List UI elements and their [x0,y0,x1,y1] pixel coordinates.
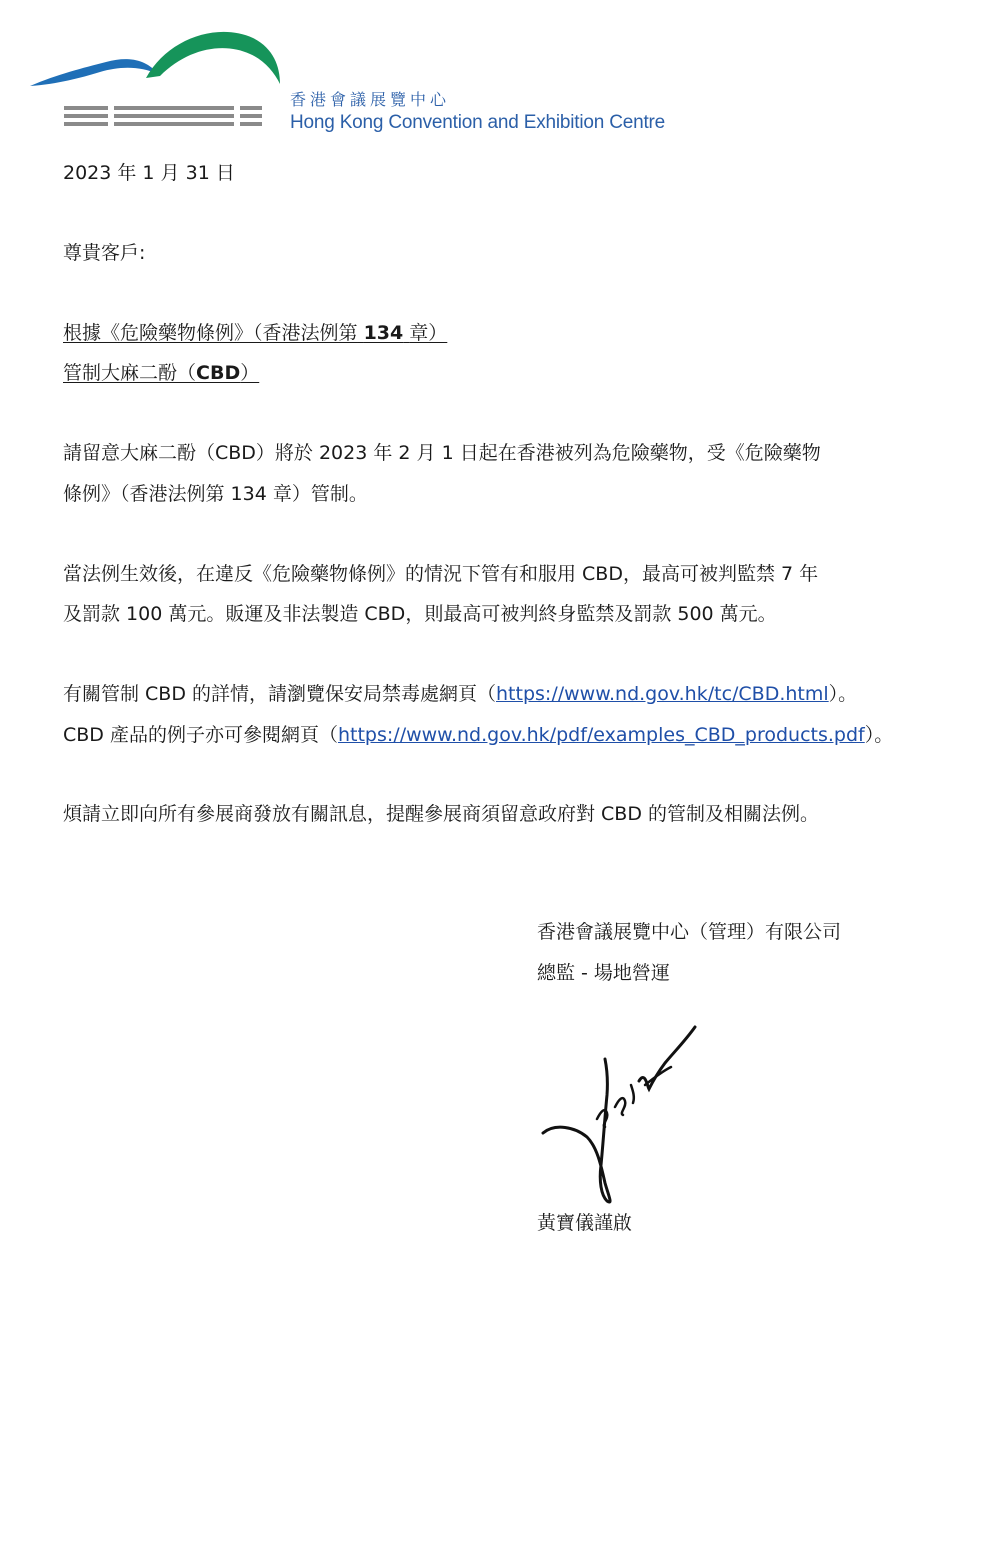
logo-green-arch [146,32,280,84]
cbd-products-examples-link[interactable]: https://www.nd.gov.hk/pdf/examples_CBD_products.pdf [337,724,865,746]
paragraph-text: ）。 [828,683,858,705]
logo-name-en: Hong Kong Convention and Exhibition Centre [290,112,666,133]
heading-text: 章） [409,322,448,344]
paragraph-2-line-1: 當法例生效後，在違反《危險藥物條例》的情況下管有和服用 CBD，最高可被判監禁 7 年 [63,563,819,585]
nd-cbd-info-link[interactable]: https://www.nd.gov.hk/tc/CBD.html [496,683,829,705]
heading-cbd: CBD [196,362,241,384]
paragraph-text: CBD 產品的例子亦可參閱網頁（ [63,724,338,746]
paragraph-text: ）。 [864,724,894,746]
paragraph-4: 煩請立即向所有參展商發放有關訊息，提醒參展商須留意政府對 CBD 的管制及相關法例。 [63,803,820,825]
logo-blue-wave [30,59,158,86]
subject-heading-line2 [63,360,259,386]
logo-grey-bars [64,106,262,126]
salutation: 尊貴客戶: [63,242,146,264]
heading-chapter-number: 134 [363,322,404,344]
subject-heading-line1 [63,320,447,346]
paragraph-text: 有關管制 CBD 的詳情，請瀏覽保安局禁毒處網頁（ [63,683,497,705]
heading-text: ） [240,362,260,384]
letter-date: 2023 年 1 月 31 日 [63,162,235,184]
paragraph-2-line-2: 及罰款 100 萬元。販運及非法製造 CBD，則最高可被判終身監禁及罰款 500 萬元。 [63,603,777,625]
paragraph-3-line-1 [63,681,857,707]
logo-name-zh: 香港會議展覽中心 [290,90,451,109]
hkcec-logo [28,26,288,136]
logo-wordmark [290,90,665,136]
handwritten-signature [535,1015,705,1215]
heading-text: 管制大麻二酚（ [63,362,197,384]
heading-text: 根據《危險藥物條例》（香港法例第 [63,322,358,344]
paragraph-1-line-1: 請留意大麻二酚（CBD）將於 2023 年 2 月 1 日起在香港被列為危險藥物，受《危險藥物 [63,442,821,464]
paragraph-3-line-2 [63,722,893,748]
paragraph-1-line-2: 條例》（香港法例第 134 章）管制。 [63,483,368,505]
signatory-name: 黃寶儀謹啟 [537,1212,633,1234]
signatory-title: 總監 - 場地營運 [537,962,670,984]
signatory-organisation: 香港會議展覽中心（管理）有限公司 [537,921,842,943]
